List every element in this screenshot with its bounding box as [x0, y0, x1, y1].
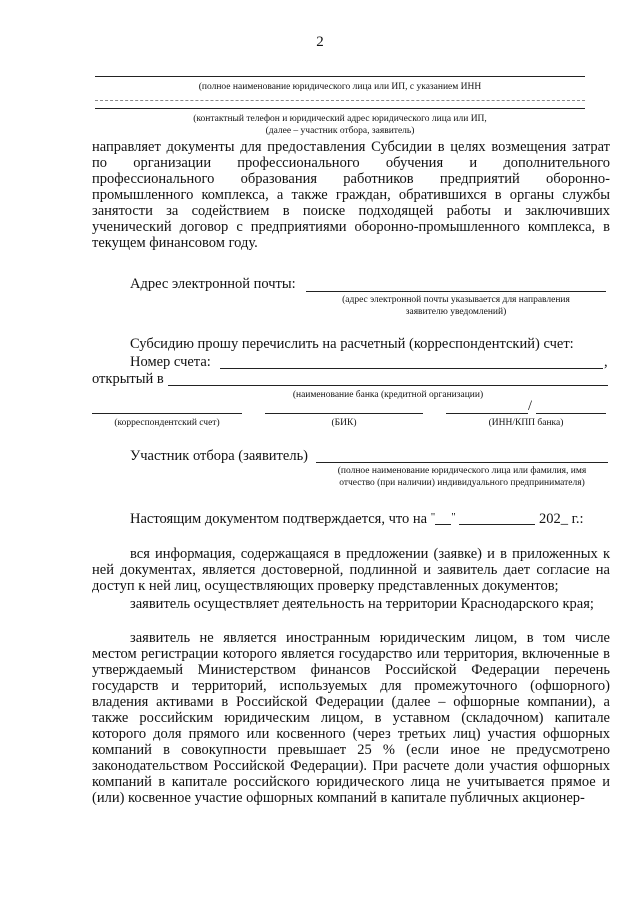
- org-name-line-2[interactable]: [95, 100, 585, 101]
- confirm-text: Настоящим документом подтверждается, что на: [130, 511, 428, 527]
- account-request: Субсидию прошу перечислить на расчетный (корреспондентский) счет:: [130, 336, 574, 352]
- inn-kpp-caption: (ИНН/КПП банка): [488, 418, 564, 428]
- bank-name-field[interactable]: [168, 385, 608, 386]
- applicant-field[interactable]: [316, 462, 608, 463]
- year-text: 202_ г.:: [538, 511, 584, 527]
- bik-caption: (БИК): [331, 418, 357, 428]
- corr-account-caption: (корреспондентский счет): [114, 418, 220, 428]
- opened-in-label: открытый в: [92, 371, 164, 387]
- inn-field[interactable]: [446, 413, 528, 414]
- account-number-comma: ,: [604, 354, 608, 370]
- email-caption-2: заявителю уведомлений): [405, 307, 507, 317]
- email-field[interactable]: [306, 291, 606, 292]
- kpp-field[interactable]: [536, 413, 606, 414]
- applicant-caption-2: отчество (при наличии) индивидуального предпринимателя): [339, 478, 585, 488]
- open-quote: ": [430, 511, 436, 523]
- corr-account-field[interactable]: [92, 413, 242, 414]
- bank-name-caption: (наименование банка (кредитной организации): [292, 390, 484, 400]
- inn-kpp-slash: /: [528, 398, 533, 414]
- org-name-line[interactable]: [95, 76, 585, 77]
- page-number: 2: [316, 34, 324, 50]
- contact-caption: (контактный телефон и юридический адрес юридического лица или ИП,: [193, 114, 487, 124]
- bik-field[interactable]: [265, 413, 423, 414]
- org-name-caption: (полное наименование юридического лица или ИП, с указанием ИНН: [198, 82, 482, 92]
- contact-line[interactable]: [95, 108, 585, 109]
- day-field[interactable]: [435, 513, 451, 525]
- account-number-field[interactable]: [220, 368, 603, 369]
- declaration-2: заявитель осуществляет деятельность на территории Краснодарского края;: [130, 596, 594, 612]
- close-quote: ": [451, 511, 456, 523]
- applicant-label: Участник отбора (заявитель): [130, 448, 309, 464]
- month-field[interactable]: [459, 513, 535, 525]
- participant-caption: (далее – участник отбора, заявитель): [265, 126, 415, 136]
- account-number-label: Номер счета:: [130, 354, 211, 370]
- declaration-3: заявитель не является иностранным юридическим лицом, в том числе местом регистрации которого является государство или территория, включенные в утверждаемый Министерством финансов Российской Федерации перечень государств и территорий, используемых для промежуточного (офшорного) владения активами в Российской Федерации (далее – офшорные компании), а также российским юридическим лицом, в уставном (складочном) капитале которого доля прямого или косвенного (через третьих лиц) участия офшорных компаний в совокупности превышает 25 % (если иное не предусмотрено законодательством Российской Федерации). При расчете доли участия офшорных компаний в капитале российского юридического лица не учитывается прямое и (или) косвенное участие офшорных компаний в капитале публичных акционер-: [92, 630, 610, 806]
- email-label: Адрес электронной почты:: [130, 276, 296, 292]
- email-caption: (адрес электронной почты указывается для направления: [342, 295, 570, 305]
- applicant-caption: (полное наименование юридического лица или фамилия, имя: [337, 466, 587, 476]
- declaration-1: вся информация, содержащаяся в предложении (заявке) и в приложенных к ней документах, является достоверной, подлинной и заявитель дает согласие на доступ к ней лиц, осуществляющих проверку представленных документов;: [92, 546, 610, 594]
- confirm-line: [130, 509, 584, 527]
- intro-paragraph: направляет документы для предоставления Субсидии в целях возмещения затрат по организации профессионального обучения и дополнительного профессионального образования работников предприятий оборонно-промышленного комплекса, а также граждан, обратившихся в органы службы занятости за содействием в поиске подходящей работы и заключивших ученический договор с предприятиями оборонно-промышленного комплекса, в текущем финансовом году.: [92, 139, 610, 251]
